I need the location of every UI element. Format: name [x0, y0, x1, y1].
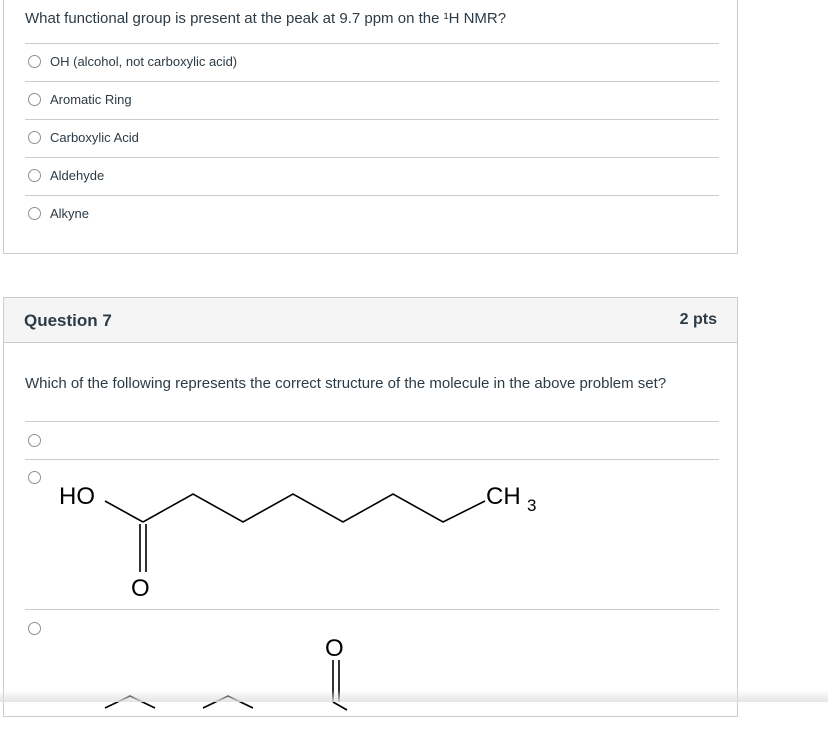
- answer-label: Aromatic Ring: [50, 92, 132, 107]
- scroll-fade: [0, 690, 828, 702]
- question-7-text: Which of the following represents the correct structure of the molecule in the above problem set?: [25, 375, 666, 392]
- answer-option[interactable]: [25, 157, 719, 195]
- radio-button[interactable]: [28, 471, 41, 484]
- answer-label: OH (alcohol, not carboxylic acid): [50, 54, 237, 69]
- question-points: 2 pts: [680, 311, 717, 329]
- answer-label: Alkyne: [50, 206, 89, 221]
- radio-button[interactable]: [28, 207, 41, 220]
- answer-option[interactable]: [25, 421, 719, 460]
- answer-option[interactable]: [25, 459, 719, 610]
- radio-button[interactable]: [28, 169, 41, 182]
- radio-button[interactable]: [28, 434, 41, 447]
- answer-option[interactable]: [25, 43, 719, 81]
- question-title: Question 7: [24, 311, 112, 331]
- question-6-answers: [25, 43, 719, 233]
- hydroxyl-label: HO: [59, 483, 95, 510]
- question-6-text: What functional group is present at the peak at 9.7 ppm on the ¹H NMR?: [25, 10, 506, 27]
- carbonyl-oxygen-label: O: [131, 575, 150, 602]
- question-7-card: [3, 297, 738, 717]
- radio-button[interactable]: [28, 55, 41, 68]
- methyl-subscript: 3: [527, 496, 536, 515]
- question-header: [4, 298, 737, 343]
- answer-option[interactable]: [25, 81, 719, 119]
- molecule-structure-heptanoic-acid: [55, 474, 555, 599]
- carbonyl-oxygen-label: O: [325, 635, 344, 662]
- answer-label: Carboxylic Acid: [50, 130, 139, 145]
- radio-button[interactable]: [28, 622, 41, 635]
- radio-button[interactable]: [28, 131, 41, 144]
- methyl-label: CH: [486, 483, 521, 510]
- answer-option[interactable]: [25, 119, 719, 157]
- answer-option[interactable]: [25, 609, 719, 730]
- radio-button[interactable]: [28, 93, 41, 106]
- question-6-card: [3, 0, 738, 254]
- answer-label: Aldehyde: [50, 168, 104, 183]
- answer-option[interactable]: [25, 195, 719, 233]
